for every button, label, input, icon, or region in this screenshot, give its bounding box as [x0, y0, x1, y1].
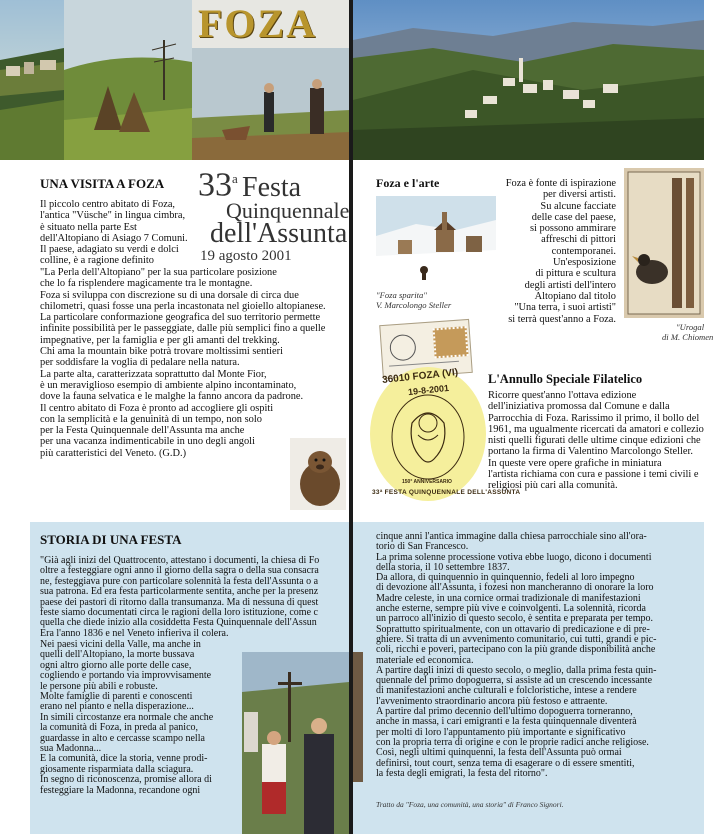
text-line: per soddisfare la voglia di pedalare nella natura.: [40, 357, 240, 369]
text-line: 1961, ma ugualmente ricercati da amatori e collezio: [488, 423, 704, 435]
text-line: giosamente risparmiata dalla sciagura.: [40, 763, 194, 775]
text-line: coli, ricchi e poveri, partecipano con la più grande disponibilità anche: [376, 644, 656, 656]
text-line: cinque anni l'antica immagine dalla chiesa parrocchiale sino all'ora-: [376, 531, 647, 542]
storia-text-narrow: [40, 640, 240, 796]
postmark-stamp: [368, 365, 521, 503]
text-line: più caratteristici del Veneto. (G.D.): [40, 447, 187, 459]
festa-line1: Festa: [242, 172, 302, 203]
stamp-anniversary: 150° ANNIVERSARIO: [402, 479, 452, 485]
text-line: In segno di riconoscenza, promise allora di: [40, 774, 212, 786]
text-line: un parroco all'inizio di questo secolo, è sentita e preparata per tempo.: [376, 613, 653, 625]
visita-body-text: [40, 267, 350, 459]
photo-marmot: [290, 438, 346, 510]
text-line: è situato nella parte Est: [40, 221, 137, 233]
text-line: l'avvenimento straordinario ancora più festoso e attraente.: [376, 695, 608, 707]
text-line: materiale ed economica.: [376, 654, 474, 666]
festa-line2: Quinquennale: [226, 198, 350, 223]
text-line: paese dei pastori di ritorno dalla transumanza. Ma di nessuna di quest: [40, 596, 319, 608]
text-line: portano la firma di Valentino Marcolongo Steller.: [488, 446, 693, 458]
text-line: delle case del paese,: [531, 211, 616, 223]
text-line: di manifestazioni anche culturali e folcloristiche, intese a rendere: [376, 685, 637, 697]
text-line: dell'Altopiano di Asiago 7 Comuni.: [40, 232, 188, 244]
text-line: sua Madonna...: [40, 743, 102, 755]
text-line: E la comunità, dice la storia, venne prodi-: [40, 753, 208, 765]
visita-intro-text: [40, 199, 220, 267]
text-line: definirsi, tout court, senza tema di esagerare o di essere smentiti,: [376, 757, 635, 769]
text-line: chilometri, quasi fosse una perla incastonata nel gioiello altopianese.: [40, 300, 326, 312]
text-line: ne, festeggiava pure con particolare solennità la festa dell'Assunta o a: [40, 575, 319, 587]
caption-author: V. Marcolongo Steller: [376, 300, 452, 310]
arte-heading: Foza e l'arte: [376, 176, 440, 190]
text-line: La parte alta, caratterizzata soprattutto dal Monte Fior,: [40, 368, 267, 380]
stamp-location: 36010 FOZA (VI): [381, 367, 459, 386]
text-line: anche esterne, sempre più vive e coinvolgenti. La solennità, ricorda: [376, 603, 646, 615]
festa-line3: dell'Assunta: [210, 218, 348, 249]
text-line: si terrà quest'anno a Foza.: [508, 313, 616, 325]
text-line: quennale del primo dopoguerra, si assiste ad un crescendo incessante: [376, 675, 653, 687]
text-line: Madre celeste, in una cornice ormai tradizionale di manifestazioni: [376, 592, 641, 604]
festa-logo: [196, 160, 350, 270]
text-line: la comunità di Foza, in preda al panico,: [40, 722, 199, 734]
visita-heading: UNA VISITA A FOZA: [40, 176, 165, 191]
text-line: ogni altro giorno alle porte delle case,: [40, 659, 192, 671]
text-line: La prima solenne processione votiva ebbe luogo, dicono i documenti: [376, 551, 652, 563]
text-line: dove la fauna selvatica e le malghe la fanno ancora da padrone.: [40, 391, 304, 403]
page-title: [192, 0, 350, 48]
text-line: religiosi più cari alla comunità.: [488, 480, 618, 492]
text-line: nisti quelli figurati delle ultime cinque edizioni che: [488, 435, 701, 447]
text-line: della storia, il 10 settembre 1837.: [376, 561, 510, 573]
text-line: A partire dal primo decennio dell'ultimo dopoguerra torneranno,: [376, 706, 633, 718]
text-line: cogliendo e portando via improvvisamente: [40, 670, 212, 682]
text-line: quella che diede inizio alla cosiddetta Festa Quinquennale dell'Assun: [40, 617, 317, 629]
festa-number-sup: a: [232, 171, 238, 186]
text-line: Su alcune facciate: [540, 200, 616, 212]
caption-author: di M. Chiomen: [662, 332, 713, 342]
text-line: infinite possibilità per le passeggiate, dalle più semplici fino a quelle: [40, 323, 326, 335]
text-line: Molte famiglie di parenti e conoscenti: [40, 691, 193, 703]
text-line: con la propria terra di origine e con le proprie radici anche religiose.: [376, 736, 649, 748]
text-line: per la Festa Quinquennale dell'Assunta ma anche: [40, 425, 245, 437]
text-line: impegnative, per la famiglia e per gli amanti del trekking.: [40, 334, 280, 346]
text-line: torio di San Francesco.: [376, 541, 469, 553]
text-line: anche in massa, i cari emigranti e la festa quinquennale diventerà: [376, 716, 637, 728]
text-line: In simili circostanze era normale che anche: [40, 711, 214, 723]
text-line: Il piccolo centro abitato di Foza,: [40, 199, 176, 210]
photo-procession-edge: [353, 652, 363, 782]
text-line: Foza si sviluppa con discrezione su di una dorsale di circa due: [40, 289, 299, 301]
title-text: FOZA: [198, 1, 318, 46]
text-line: per una vacanza indimenticabile in uno degli angoli: [40, 436, 255, 448]
storia-heading: STORIA DI UNA FESTA: [40, 532, 182, 547]
text-line: contemporanei.: [551, 245, 616, 257]
text-line: colline, è a ragione definito: [40, 255, 154, 267]
text-line: Ricorre quest'anno l'ottava edizione: [488, 390, 637, 401]
text-line: Nei paesi vicini della Valle, ma anche in: [40, 639, 201, 650]
text-line: In queste vere opere grafiche in miniatura: [488, 457, 662, 469]
text-line: "Una terra, i suoi artisti": [514, 302, 616, 314]
text-line: Altopiano dal titolo: [534, 290, 616, 302]
text-line: che lo fa risplendere magicamente tra le montagne.: [40, 278, 253, 290]
photo-foza-panorama: [353, 0, 704, 160]
text-line: feste siamo documentati circa le ragioni della loro istituzione, come c: [40, 607, 318, 619]
photo-village-hillside: [0, 0, 64, 160]
caption-title: "Foza sparita": [376, 290, 427, 300]
annullo-text: [488, 390, 702, 492]
stamp-date: 19-8-2001: [407, 382, 450, 398]
text-line: Da allora, di quinquennio in quinquennio, fedeli al loro impegno: [376, 572, 635, 584]
photo-haystacks: [64, 0, 192, 160]
arte-text: [480, 178, 616, 325]
text-line: oltre a festeggiare ogni anno il giorno della sagra o della sua consacra: [40, 565, 319, 577]
storia-text-continued: [376, 532, 702, 779]
annullo-heading: L'Annullo Speciale Filatelico: [488, 372, 643, 386]
text-line: quelli dell'Altopiano, la morte bussava: [40, 649, 195, 661]
text-line: affreschi di pittori: [541, 234, 616, 246]
text-line: Il paese, adagiato su verdi e dolci: [40, 244, 179, 256]
text-line: la festa degli emigrati, la festa del ritorno".: [376, 767, 548, 779]
text-line: è un meraviglioso esempio di ambiente alpino incontaminato,: [40, 379, 297, 391]
text-line: Foza è fonte di ispirazione: [505, 178, 616, 189]
photo-farmers: [192, 48, 350, 160]
text-line: con la semplicità e la genuinità di un tempo, non solo: [40, 413, 262, 425]
festa-date: 19 agosto 2001: [200, 248, 292, 264]
text-line: ghiere. Si tratta di un avvenimento comunitario, cui tutti, grandi e pic-: [376, 633, 657, 645]
storia-text-wide: [40, 556, 346, 639]
painting-caption-2: [662, 322, 713, 342]
text-line: Chi ama la mountain bike potrà trovare moltissimi sentieri: [40, 346, 283, 358]
painting-caption-1: [376, 290, 451, 310]
text-line: festeggiare la Madonna, recandone ogni: [40, 784, 201, 796]
text-line: sua patrona. Ed era festa particolarmente sentita, anche per la presenz: [40, 586, 319, 598]
text-line: le persone più abili e robuste.: [40, 680, 158, 692]
stamp-ring-text: 33ª FESTA QUINQUENNALE DELL'ASSUNTA: [372, 489, 521, 496]
text-line: Un'esposizione: [552, 257, 616, 269]
text-line: Soprattutto spiritualmente, con un ottavario di predicazione e di pre-: [376, 623, 650, 635]
text-line: si possono ammirare: [530, 223, 616, 235]
text-line: Parrocchia di Foza. Rarissimo il primo, il bollo del: [488, 412, 700, 424]
text-line: dell'iniziativa promossa dal Comune e dalla: [488, 401, 670, 413]
text-line: guardasse in alto e cercasse scampo nella: [40, 732, 205, 744]
photo-procession: [242, 652, 349, 834]
painting-urogallo: [624, 168, 704, 318]
caption-title: "Urogal: [676, 322, 705, 332]
text-line: degli artisti dell'intero: [524, 279, 616, 291]
text-line: Il centro abitato di Foza è pronto ad accogliere gli ospiti: [40, 402, 274, 414]
text-line: A partire dagli inizi di questo secolo, o meglio, dalla prima festa quin-: [376, 664, 657, 676]
festa-number: 33: [198, 166, 232, 204]
text-line: Così, negli ultimi quinquenni, la festa dell'Assunta può ormai: [376, 747, 622, 759]
text-line: Era l'anno 1836 e nel Veneto infieriva il colera.: [40, 627, 229, 639]
text-line: erano nel pianto e nella disperazione...: [40, 701, 194, 713]
text-line: "Già agli inizi del Quattrocento, attestano i documenti, la chiesa di Fo: [40, 555, 320, 566]
text-line: "La Perla dell'Altopiano" per la sua particolare posizione: [40, 267, 277, 278]
text-line: di pittura e scultura: [535, 268, 616, 280]
text-line: l'antica "Vüsche" in lingua cimbra,: [40, 210, 186, 222]
painting-foza-sparita: [376, 196, 496, 288]
text-line: per molti di loro l'appuntamento più importante e significativo: [376, 726, 626, 738]
text-line: per diversi artisti.: [542, 189, 616, 201]
text-line: La particolare conformazione geografica del suo territorio permette: [40, 312, 321, 324]
text-line: di devozione all'Assunta, i fozesi non mancheranno di onorare la loro: [376, 582, 654, 594]
text-line: l'artista richiama con cura e passione i temi civili e: [488, 469, 699, 481]
storia-source: Tratto da "Foza, una comunità, una storia" di Franco Signori.: [376, 800, 564, 809]
